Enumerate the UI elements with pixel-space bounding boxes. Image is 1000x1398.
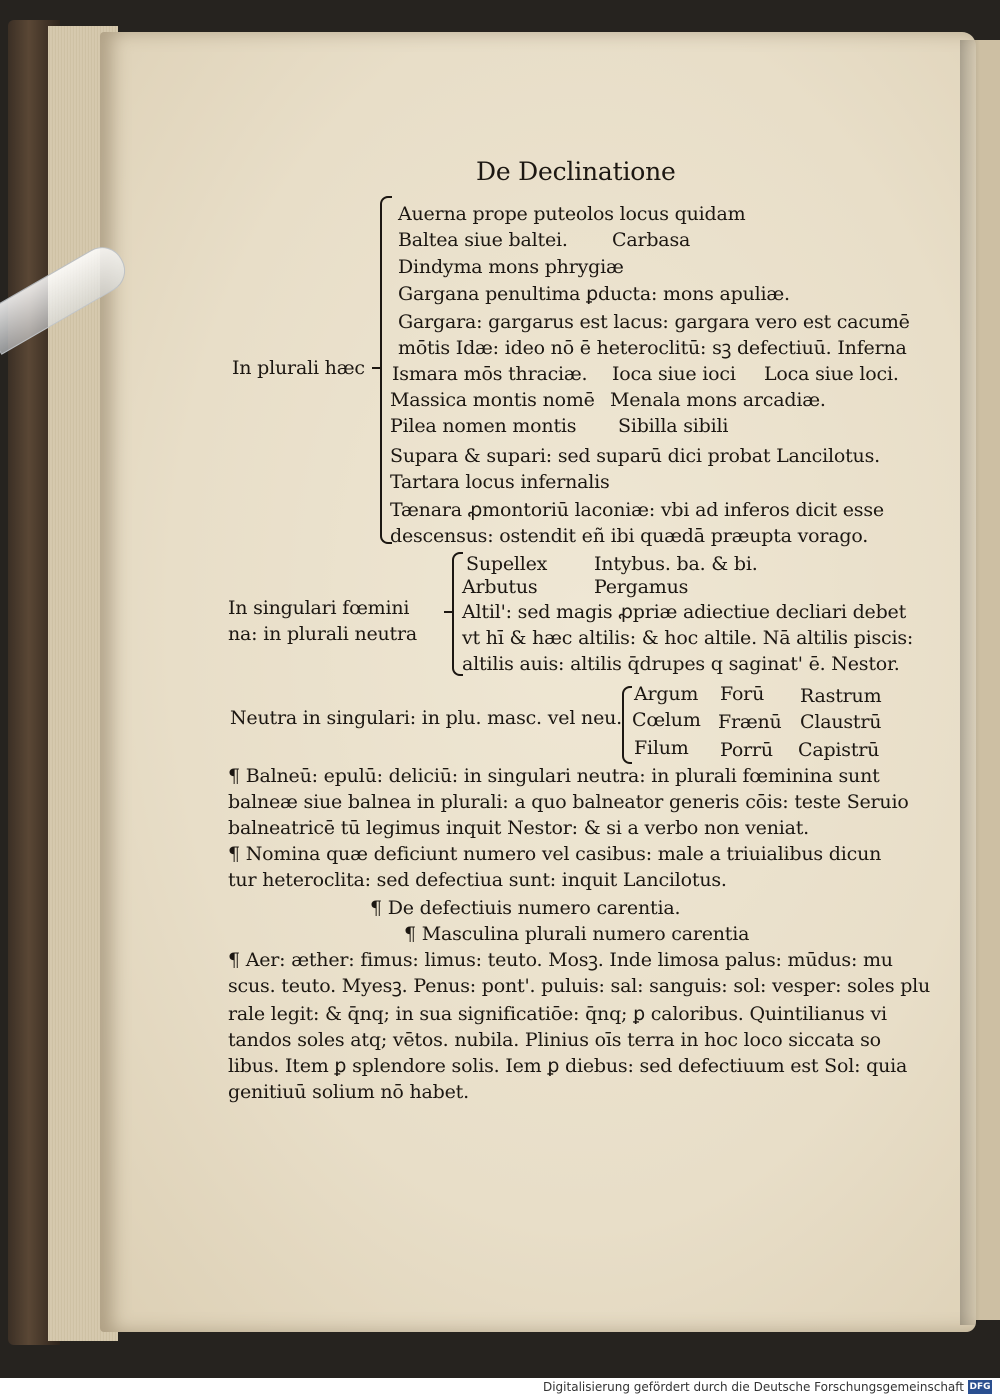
paragraph-line: ¶ Aer: æther: fimus: limus: teuto. Mosꝫ. Inde limosa palus: mūdus: mu <box>228 949 893 971</box>
paragraph-line: libus. Item ꝑ splendore solis. Iem ꝑ diebus: sed defectiuum est Sol: quia <box>228 1055 908 1077</box>
neutra-word: Cœlum <box>632 709 701 731</box>
plurali-line: Ismara mōs thraciæ. <box>392 363 588 385</box>
plurali-line: Tartara locus infernalis <box>390 471 610 493</box>
plurali-line: Supara & supari: sed suparū dici probat Lancilotus. <box>390 445 880 467</box>
paragraph-line: scus. teuto. Myesꝫ. Penus: pont'. puluis: sal: sanguis: sol: vesper: soles plu <box>228 975 931 997</box>
label-in-singulari-1: In singulari fœmini <box>228 597 410 619</box>
paragraph-line: genitiuū solium nō habet. <box>228 1081 469 1103</box>
page-gutter-shadow <box>960 40 980 1325</box>
neutra-word: Capistrū <box>798 739 880 761</box>
plurali-line: Gargara: gargarus est lacus: gargara vero est cacumē <box>398 311 910 333</box>
label-neutra: Neutra in singulari: in plu. masc. vel neu. <box>230 707 622 729</box>
footer-bar <box>0 1378 1000 1398</box>
neutra-word: Forū <box>720 683 765 705</box>
plurali-line: descensus: ostendit eñ ibi quædā præupta vorago. <box>390 525 869 547</box>
plurali-line: Ioca siue ioci <box>612 363 736 385</box>
neutra-word: Frænū <box>718 711 782 733</box>
plurali-line: Pilea nomen montis <box>390 415 577 437</box>
plurali-line: Carbasa <box>612 229 691 251</box>
neutra-word: Claustrū <box>800 711 882 733</box>
paragraph-line: rale legit: & q̄nq; in sua significatiōe: q̄nq; ꝑ caloribus. Quintilianus vi <box>228 1003 887 1025</box>
paragraph-line: balneæ siue balnea in plurali: a quo balneator generis cōis: teste Seruio <box>228 791 909 813</box>
paragraph-line: ¶ Nomina quæ deficiunt numero vel casibus: male a triuialibus dicun <box>228 843 882 865</box>
plurali-line: Tænara ꝓmontoriū laconiæ: vbi ad inferos dicit esse <box>390 499 884 521</box>
singulari-line: Intybus. ba. & bi. <box>594 553 758 575</box>
plurali-line: Loca siue loci. <box>764 363 899 385</box>
dfg-logo-icon: DFG <box>969 1382 991 1392</box>
footer-credit: Digitalisierung gefördert durch die Deutsche Forschungsgemeinschaft <box>542 1380 964 1394</box>
section-heading: ¶ De defectiuis numero carentia. <box>370 897 681 919</box>
paragraph-line: tur heteroclita: sed defectiua sunt: inquit Lancilotus. <box>228 869 727 891</box>
plurali-line: Massica montis nomē <box>390 389 595 411</box>
paragraph-line: tandos soles atq; vētos. nubila. Plinius oīs terra in hoc loco siccata so <box>228 1029 881 1051</box>
brace-tip <box>372 367 380 369</box>
plurali-line: Gargana penultima ꝑducta: mons apuliæ. <box>398 283 790 305</box>
singulari-line: Arbutus <box>462 576 538 598</box>
page-title: De Declinatione <box>476 157 676 186</box>
singulari-line: vt hī & hæc altilis: & hoc altile. Nā altilis piscis: <box>462 627 914 649</box>
neutra-word: Porrū <box>720 739 773 761</box>
plurali-line: Sibilla sibili <box>618 415 729 437</box>
plurali-line: Dindyma mons phrygiæ <box>398 256 624 278</box>
plurali-line: Menala mons arcadiæ. <box>610 389 826 411</box>
label-in-plurali: In plurali hæc <box>232 357 365 379</box>
label-in-singulari-2: na: in plurali neutra <box>228 623 418 645</box>
section-heading: ¶ Masculina plurali numero carentia <box>404 923 750 945</box>
neutra-word: Rastrum <box>800 685 882 707</box>
paragraph-line: ¶ Balneū: epulū: deliciū: in singulari neutra: in plurali fœminina sunt <box>228 765 880 787</box>
book-page <box>100 32 976 1332</box>
neutra-word: Argum <box>634 683 699 705</box>
plurali-line: Baltea siue baltei. <box>398 229 568 251</box>
singulari-line: Supellex <box>466 553 548 575</box>
singulari-line: Altil': sed magis ꝓpriæ adiectiue decliari debet <box>462 601 907 623</box>
neutra-word: Filum <box>634 737 689 759</box>
singulari-line: altilis auis: altilis q̄drupes q saginat' ē. Nestor. <box>462 653 900 675</box>
paragraph-line: balneatricē tū legimus inquit Nestor: & si a verbo non veniat. <box>228 817 810 839</box>
singulari-line: Pergamus <box>594 576 689 598</box>
brace-tip <box>444 611 452 613</box>
plurali-line: Auerna prope puteolos locus quidam <box>398 203 746 225</box>
brace-neutra <box>622 686 632 764</box>
plurali-line: mōtis Idæ: ideo nō ē heteroclitū: sꝫ defectiuū. Inferna <box>398 337 907 359</box>
